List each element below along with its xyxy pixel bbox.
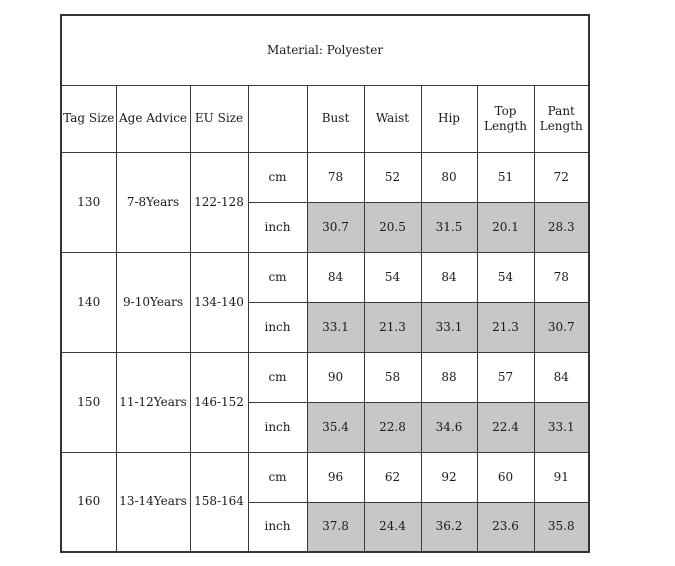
pant-length-inch-value: 28.3 <box>534 202 589 252</box>
unit-label-cm: cm <box>248 452 307 502</box>
hip-cm-value: 84 <box>421 252 477 302</box>
header-top-length: Top Length <box>477 85 534 152</box>
pant-length-cm-value: 84 <box>534 352 589 402</box>
pant-length-cm-value: 78 <box>534 252 589 302</box>
header-age-advice: Age Advice <box>116 85 190 152</box>
header-row <box>61 85 589 152</box>
tag-size-cell: 150 <box>61 352 116 452</box>
top-length-inch-value: 21.3 <box>477 302 534 352</box>
tag-size-cell: 140 <box>61 252 116 352</box>
header-unit <box>248 85 307 152</box>
bust-inch-value: 35.4 <box>307 402 364 452</box>
age-advice-cell: 7-8Years <box>116 152 190 252</box>
age-advice-cell: 11-12Years <box>116 352 190 452</box>
size-row-cm <box>61 152 589 202</box>
pant-length-cm-value: 72 <box>534 152 589 202</box>
title-row <box>61 15 589 85</box>
top-length-inch-value: 22.4 <box>477 402 534 452</box>
hip-inch-value: 34.6 <box>421 402 477 452</box>
bust-inch-value: 37.8 <box>307 502 364 552</box>
eu-size-cell: 146-152 <box>190 352 248 452</box>
waist-inch-value: 20.5 <box>364 202 421 252</box>
header-hip: Hip <box>421 85 477 152</box>
waist-inch-value: 22.8 <box>364 402 421 452</box>
unit-label-cm: cm <box>248 152 307 202</box>
waist-cm-value: 52 <box>364 152 421 202</box>
bust-inch-value: 30.7 <box>307 202 364 252</box>
header-eu-size: EU Size <box>190 85 248 152</box>
table-title: Material: Polyester <box>61 15 589 85</box>
pant-length-inch-value: 30.7 <box>534 302 589 352</box>
hip-inch-value: 36.2 <box>421 502 477 552</box>
unit-label-inch: inch <box>248 402 307 452</box>
hip-cm-value: 92 <box>421 452 477 502</box>
waist-cm-value: 62 <box>364 452 421 502</box>
pant-length-inch-value: 35.8 <box>534 502 589 552</box>
bust-cm-value: 84 <box>307 252 364 302</box>
eu-size-cell: 122-128 <box>190 152 248 252</box>
unit-label-inch: inch <box>248 502 307 552</box>
hip-cm-value: 88 <box>421 352 477 402</box>
bust-cm-value: 78 <box>307 152 364 202</box>
eu-size-cell: 158-164 <box>190 452 248 552</box>
pant-length-inch-value: 33.1 <box>534 402 589 452</box>
waist-inch-value: 21.3 <box>364 302 421 352</box>
header-waist: Waist <box>364 85 421 152</box>
tag-size-cell: 160 <box>61 452 116 552</box>
hip-inch-value: 31.5 <box>421 202 477 252</box>
size-chart-table <box>60 14 590 553</box>
top-length-cm-value: 51 <box>477 152 534 202</box>
unit-label-inch: inch <box>248 202 307 252</box>
bust-cm-value: 90 <box>307 352 364 402</box>
waist-cm-value: 54 <box>364 252 421 302</box>
header-tag-size: Tag Size <box>61 85 116 152</box>
top-length-cm-value: 60 <box>477 452 534 502</box>
age-advice-cell: 13-14Years <box>116 452 190 552</box>
unit-label-cm: cm <box>248 252 307 302</box>
hip-cm-value: 80 <box>421 152 477 202</box>
bust-inch-value: 33.1 <box>307 302 364 352</box>
eu-size-cell: 134-140 <box>190 252 248 352</box>
age-advice-cell: 9-10Years <box>116 252 190 352</box>
size-row-cm <box>61 352 589 402</box>
waist-cm-value: 58 <box>364 352 421 402</box>
pant-length-cm-value: 91 <box>534 452 589 502</box>
waist-inch-value: 24.4 <box>364 502 421 552</box>
top-length-inch-value: 23.6 <box>477 502 534 552</box>
size-row-cm <box>61 252 589 302</box>
top-length-cm-value: 54 <box>477 252 534 302</box>
unit-label-cm: cm <box>248 352 307 402</box>
header-bust: Bust <box>307 85 364 152</box>
hip-inch-value: 33.1 <box>421 302 477 352</box>
tag-size-cell: 130 <box>61 152 116 252</box>
top-length-inch-value: 20.1 <box>477 202 534 252</box>
unit-label-inch: inch <box>248 302 307 352</box>
header-pant-length: Pant Length <box>534 85 589 152</box>
bust-cm-value: 96 <box>307 452 364 502</box>
top-length-cm-value: 57 <box>477 352 534 402</box>
size-row-cm <box>61 452 589 502</box>
